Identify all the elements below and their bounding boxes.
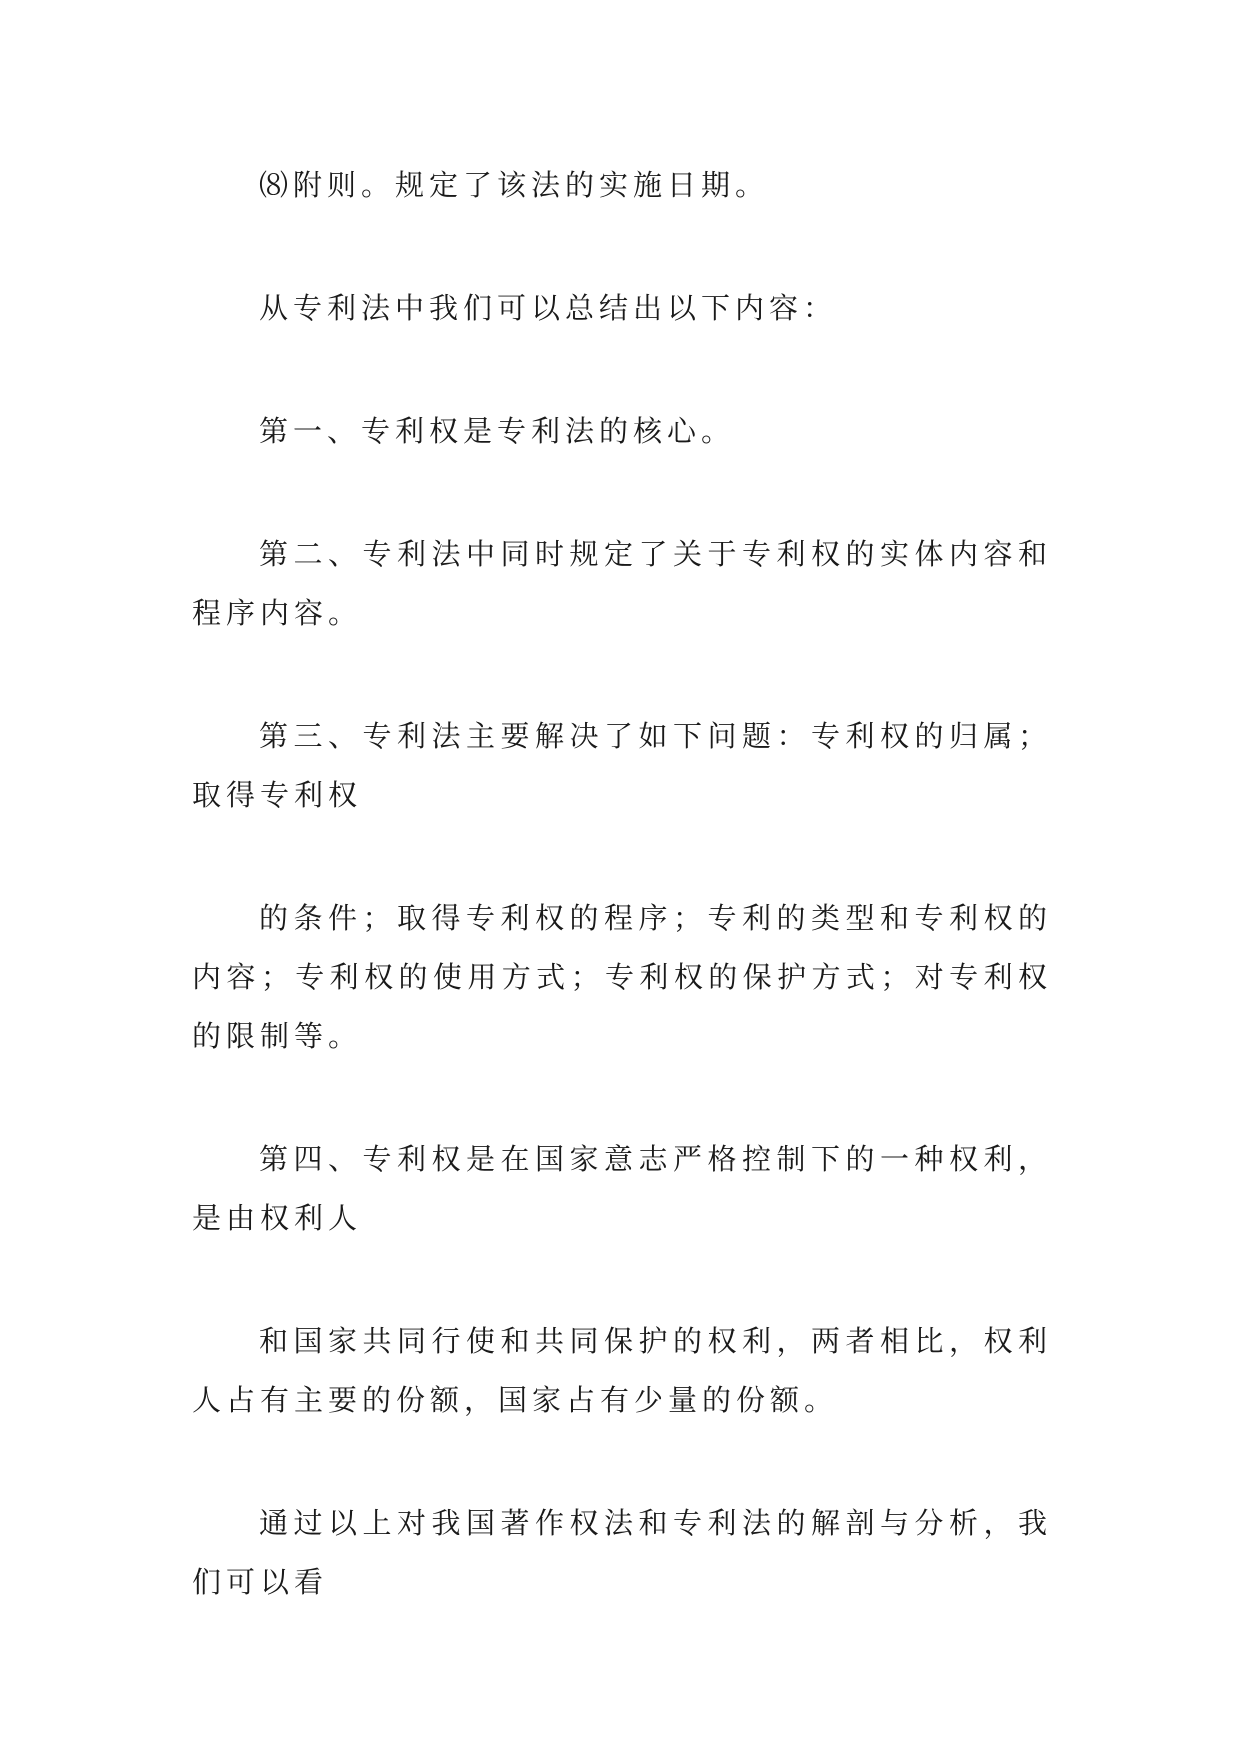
paragraph-point-four: 第四、专利权是在国家意志严格控制下的一种权利，是由权利人 <box>192 1142 1052 1235</box>
document-body <box>192 156 1052 1612</box>
paragraph-conclusion: 通过以上对我国著作权法和专利法的解剖与分析，我们可以看 <box>192 1506 1052 1599</box>
paragraph-point-one: 第一、专利权是专利法的核心。 <box>259 414 736 448</box>
paragraph-summary-intro: 从专利法中我们可以总结出以下内容： <box>259 291 838 325</box>
paragraph-point-four-continued: 和国家共同行使和共同保护的权利，两者相比，权利人占有主要的份额，国家占有少量的份额。 <box>192 1324 1052 1417</box>
paragraph-point-three: 第三、专利法主要解决了如下问题：专利权的归属；取得专利权 <box>192 719 1052 812</box>
paragraph-point-three-continued: 的条件；取得专利权的程序；专利的类型和专利权的内容；专利权的使用方式；专利权的保护方式；对专利权的限制等。 <box>192 901 1052 1053</box>
paragraph-point-two: 第二、专利法中同时规定了关于专利权的实体内容和程序内容。 <box>192 537 1052 630</box>
paragraph-appendix: ⑻附则。规定了该法的实施日期。 <box>259 168 770 202</box>
